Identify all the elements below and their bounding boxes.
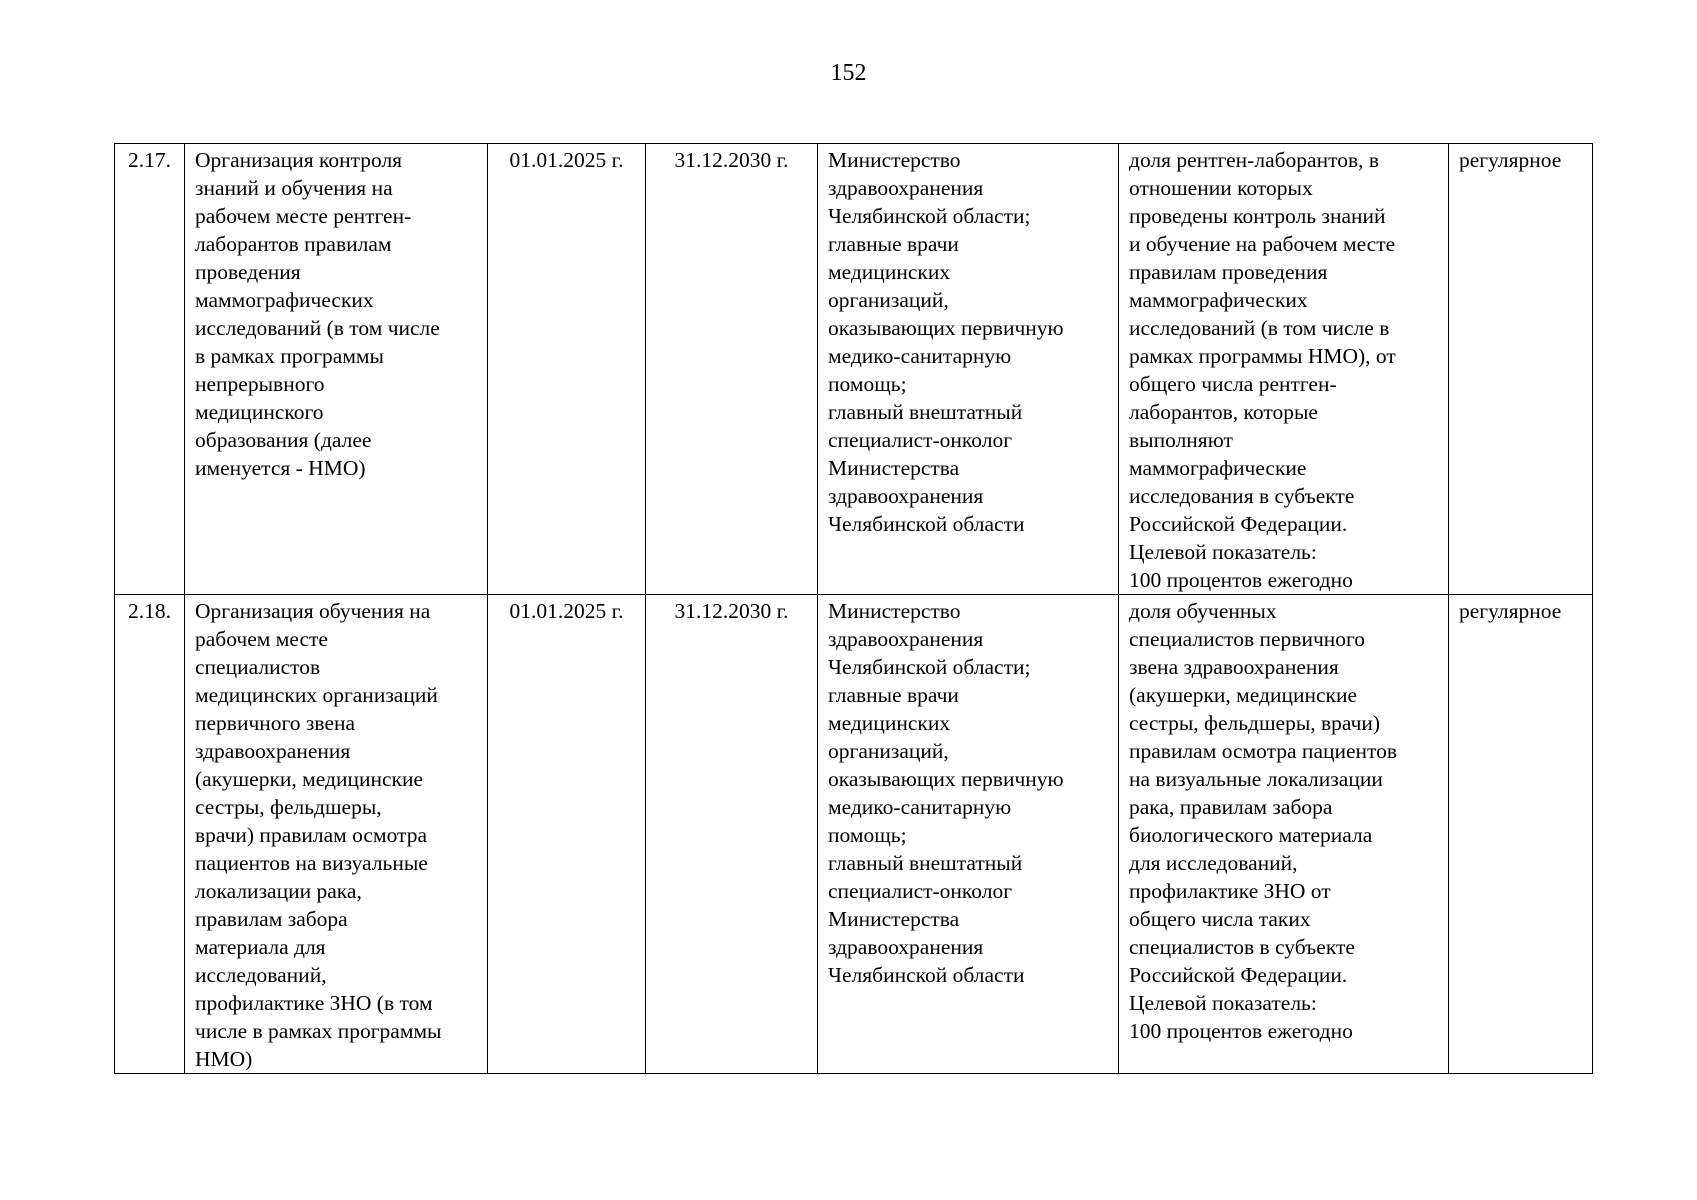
periodicity-cell: регулярное (1449, 144, 1593, 595)
indicator-cell: доля обученных специалистов первичного звена здравоохранения (акушерки, медицинские сестры, фельдшеры, врачи) правилам осмотра пациентов на визуальные локализации рака, правилам забора биологического материала для исследований, профилактике ЗНО от общего числа таких специалистов в субъекте Российской Федерации. Целевой показатель: 100 процентов ежегодно (1119, 595, 1449, 1074)
item-number-cell: 2.18. (115, 595, 185, 1074)
start-date-cell: 01.01.2025 г. (488, 595, 646, 1074)
plan-table (114, 143, 1593, 1074)
table-row (115, 144, 1593, 595)
action-cell: Организация обучения на рабочем месте специалистов медицинских организаций первичного звена здравоохранения (акушерки, медицинские сестры, фельдшеры, врачи) правилам осмотра пациентов на визуальные локализации рака, правилам забора материала для исследований, профилактике ЗНО (в том числе в рамках программы НМО) (185, 595, 488, 1074)
responsible-cell: Министерство здравоохранения Челябинской области; главные врачи медицинских организаций, оказывающих первичную медико-санитарную помощь; главный внештатный специалист-онколог Министерства здравоохранения Челябинской области (818, 595, 1119, 1074)
start-date-cell: 01.01.2025 г. (488, 144, 646, 595)
page-number: 152 (830, 60, 867, 86)
responsible-cell: Министерство здравоохранения Челябинской области; главные врачи медицинских организаций, оказывающих первичную медико-санитарную помощь; главный внештатный специалист-онколог Министерства здравоохранения Челябинской области (818, 144, 1119, 595)
end-date-cell: 31.12.2030 г. (646, 144, 818, 595)
action-cell: Организация контроля знаний и обучения на рабочем месте рентген- лаборантов правилам проведения маммографических исследований (в том числе в рамках программы непрерывного медицинского образования (далее именуется - НМО) (185, 144, 488, 595)
end-date-cell: 31.12.2030 г. (646, 595, 818, 1074)
indicator-cell: доля рентген-лаборантов, в отношении которых проведены контроль знаний и обучение на рабочем месте правилам проведения маммографических исследований (в том числе в рамках программы НМО), от общего числа рентген- лаборантов, которые выполняют маммографические исследования в субъекте Российской Федерации. Целевой показатель: 100 процентов ежегодно (1119, 144, 1449, 595)
item-number-cell: 2.17. (115, 144, 185, 595)
periodicity-cell: регулярное (1449, 595, 1593, 1074)
table-row (115, 595, 1593, 1074)
